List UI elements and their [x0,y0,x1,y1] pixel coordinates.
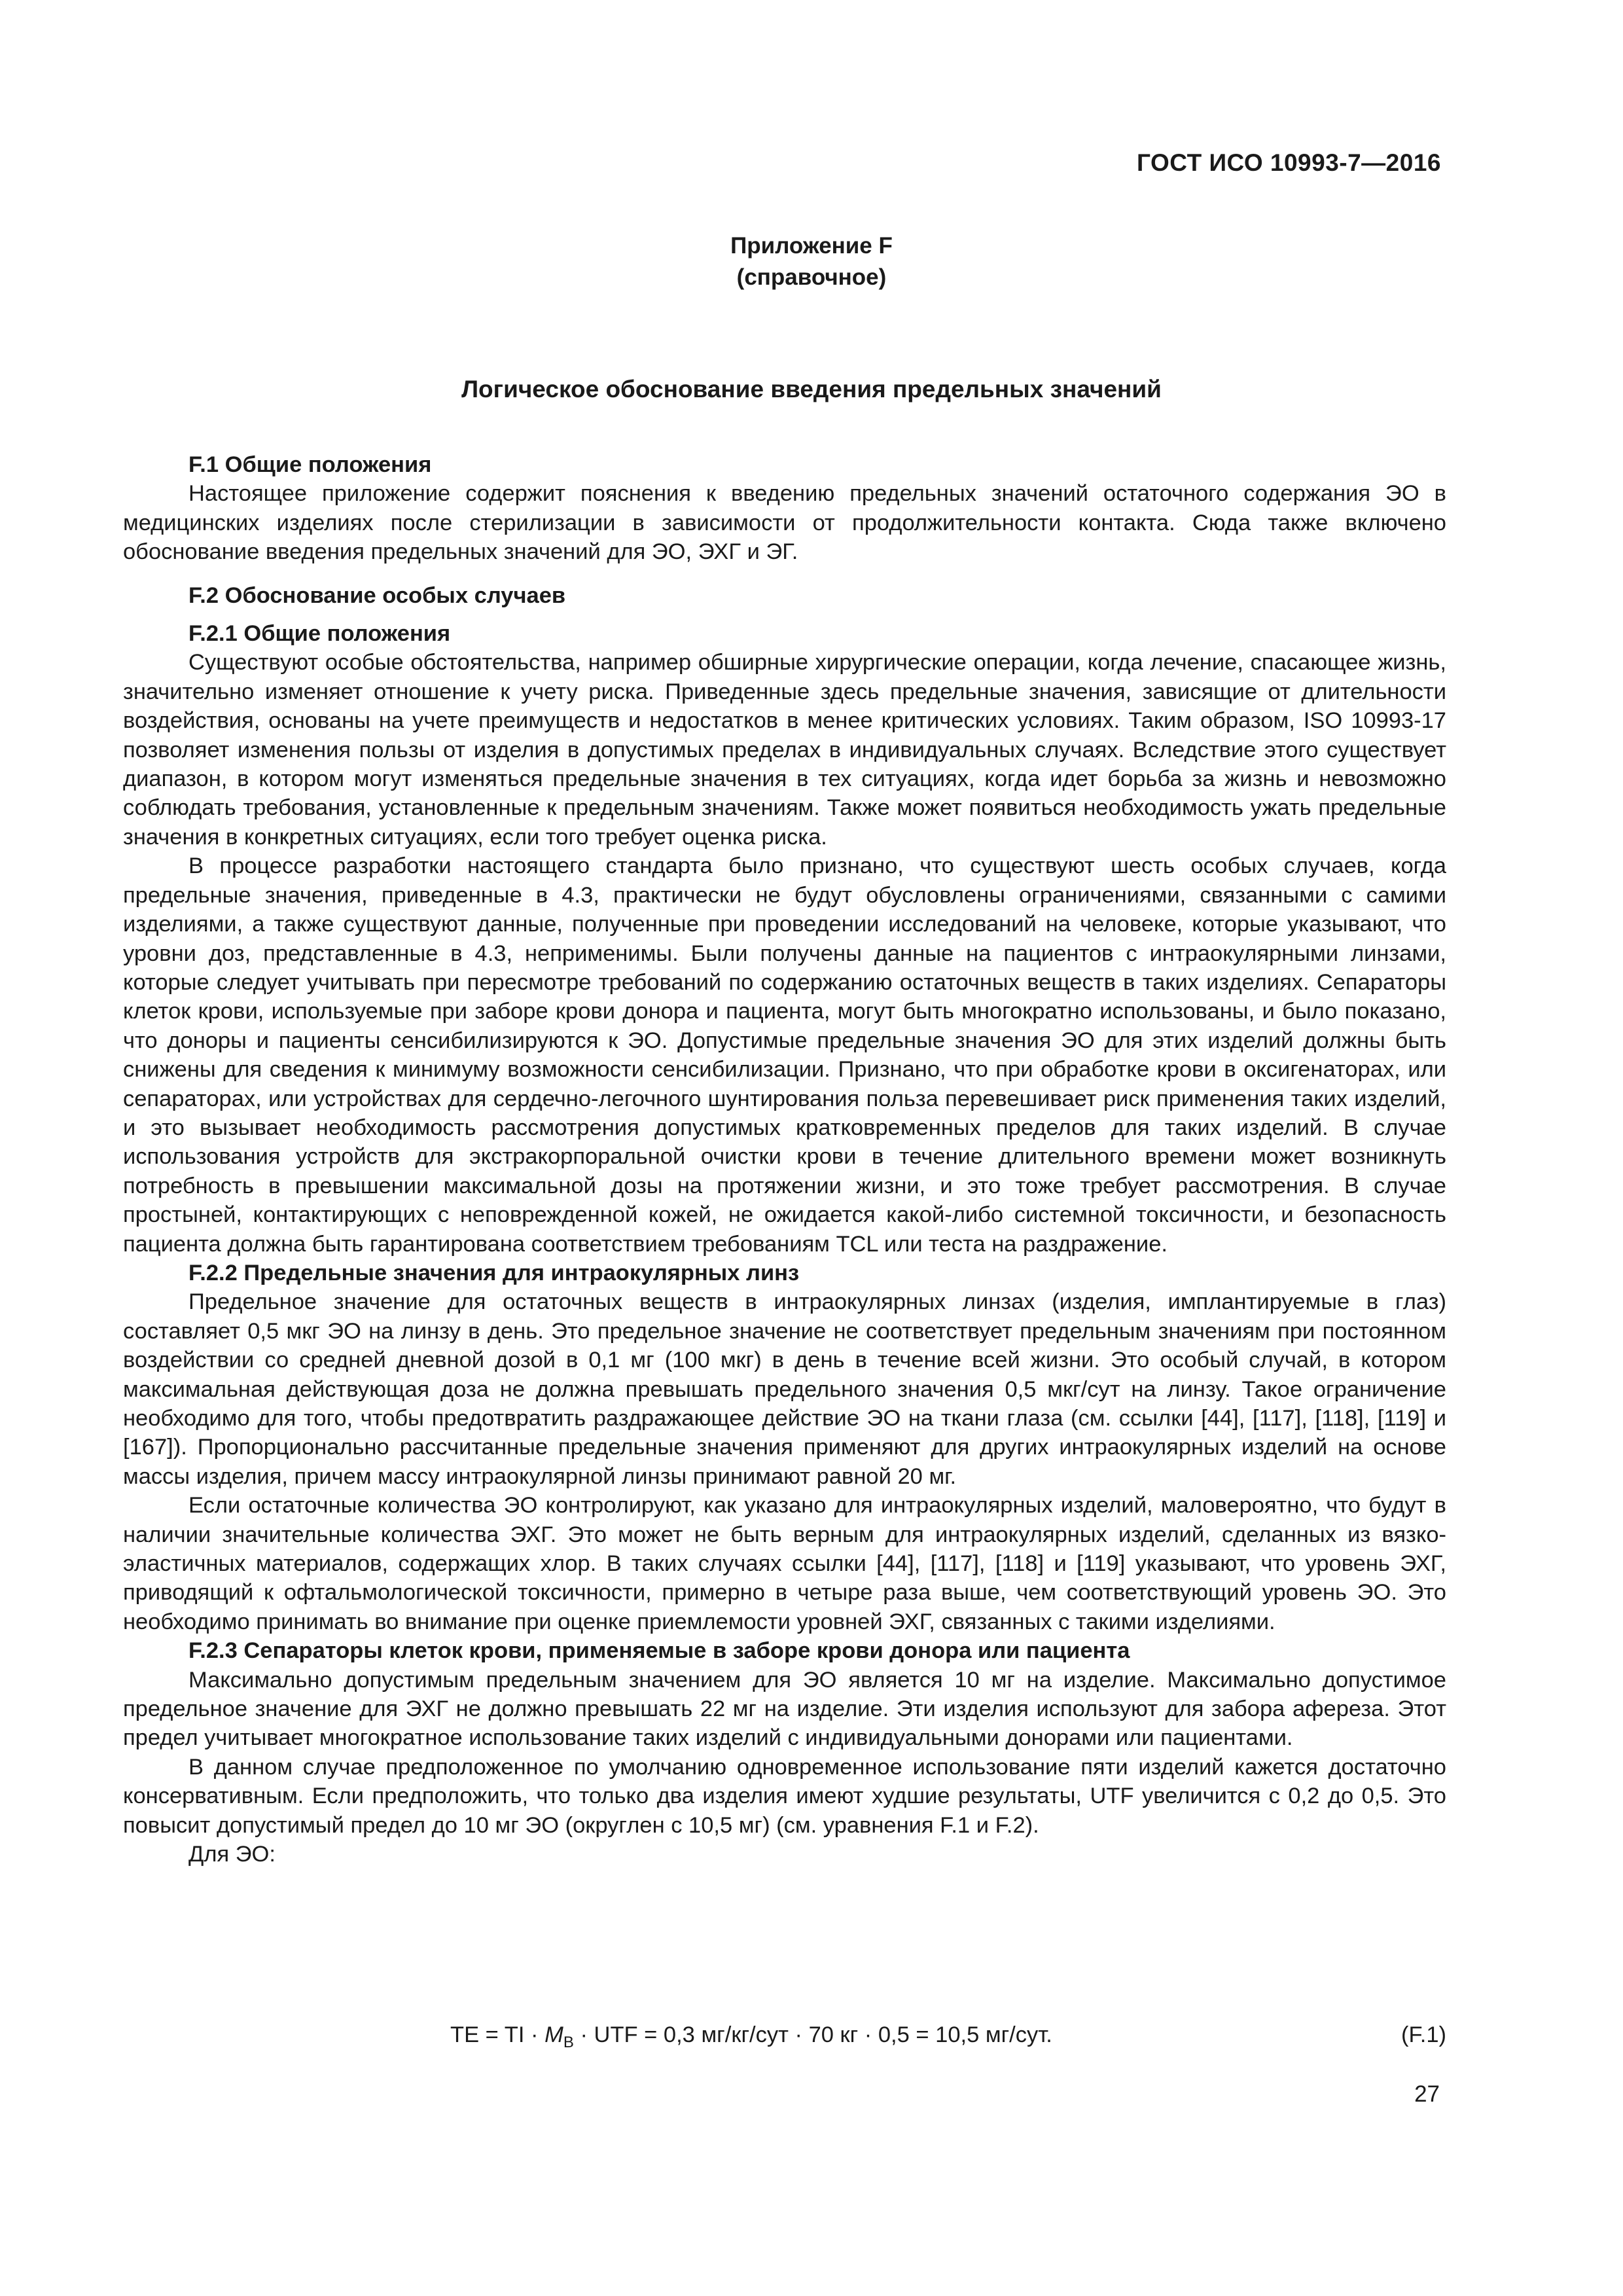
equation-expression [450,2022,1052,2052]
section-heading-f2: F.2 Обоснование особых случаев [188,583,566,608]
paragraph: В процессе разработки настоящего стандарта было признано, что существуют шесть особых случаев, когда предельные значения, приведенные в 4.3, практически не будут обусловлены ограничениями, связанными с самими изделиями, а также существуют данные, полученные при проведении исследований на человеке, которые указывают, что уровни доз, представленные в 4.3, неприменимы. Были получены данные на пациентов с интраокулярными линзами, которые следует учитывать при пересмотре требований по содержанию остаточных веществ в таких изделиях. Сепараторы клеток крови, используемые при заборе крови донора и пациента, могут быть многократно использованы, и было показано, что доноры и пациенты сенсибилизируются к ЭО. Допустимые предельные значения ЭО для этих изделий должны быть снижены для сведения к минимуму возможности сенсибилизации. Признано, что при обработке крови в оксигенаторах, или сепараторах, или устройствах для сердечно-легочного шунтирования польза перевешивает риск применения таких изделий, и это вызывает необходимость рассмотрения допустимых кратковременных пределов для таких изделий. В случае использования устройств для экстракорпоральной очистки крови в течение длительного времени может возникнуть потребность в превышении максимальной дозы на протяжении жизни, и это тоже требует рассмотрения. В случае простыней, контактирующих с неповрежденной кожей, не ожидается какой-либо системной токсичности, и безопасность пациента должна быть гарантирована соответствием требованиям TCL или теста на раздражение. [123,853,1446,1257]
equation-lhs: TE = TI · [450,2022,545,2047]
paragraph: Максимально допустимым предельным значением для ЭО является 10 мг на изделие. Максимально допустимое предельное значение для ЭХГ не должно превышать 22 мг на изделие. Эти изделия используют для забора афереза. Этот предел учитывает многократное использование таких изделий с индивидуальными донорами или пациентами. [123,1667,1446,1751]
paragraph: В данном случае предположенное по умолчанию одновременное использование пяти изделий кажется достаточно консервативным. Если предположить, что только два изделия имеют худшие результаты, UTF увеличится с 0,2 до 0,5. Это повысит допустимый предел до 10 мг ЭО (округлен с 10,5 мг) (см. уравнения F.1 и F.2). [123,1754,1446,1838]
appendix-heading [0,230,1623,293]
document-body [123,450,1446,1869]
paragraph: Настоящее приложение содержит пояснения к введению предельных значений остаточного содержания ЭО в медицинских изделиях после стерилизации в зависимости от продолжительности контакта. Сюда также включено обоснование введения предельных значений для ЭО, ЭХГ и ЭГ. [123,481,1446,565]
document-header: ГОСТ ИСО 10993-7—2016 [1137,149,1441,176]
appendix-subtitle: (справочное) [736,264,887,290]
paragraph: Для ЭО: [188,1842,276,1867]
appendix-title: Приложение F [730,233,893,259]
equation-rhs: · UTF = 0,3 мг/кг/сут · 70 кг · 0,5 = 10,5 мг/сут. [573,2022,1052,2047]
section-heading-f21: F.2.1 Общие положения [188,621,451,647]
section-heading-f22: F.2.2 Предельные значения для интраокулярных линз [188,1260,800,1285]
main-title: Логическое обоснование введения предельных значений [461,376,1162,403]
section-heading-f23: F.2.3 Сепараторы клеток крови, применяемые в заборе крови донора или пациента [188,1638,1130,1664]
paragraph: Если остаточные количества ЭО контролируют, как указано для интраокулярных изделий, маловероятно, что будут в наличии значительные количества ЭХГ. Это может не быть верным для интраокулярных изделий, сделанных из вязко-эластичных материалов, содержащих хлор. В таких случаях ссылки [44], [117], [118] и [119] указывают, что уровень ЭХГ, приводящий к офтальмологической токсичности, примерно в четыре раза выше, чем соответствующий уровень ЭО. Это необходимо принимать во внимание при оценке приемлемости уровней ЭХГ, связанных с такими изделиями. [123,1493,1446,1634]
equation-number: (F.1) [1401,2022,1446,2047]
paragraph: Существуют особые обстоятельства, например обширные хирургические операции, когда лечение, спасающее жизнь, значительно изменяет отношение к учету риска. Приведенные здесь предельные значения, зависящие от длительности воздействия, основаны на учете преимуществ и недостатков в менее критических условиях. Таким образом, ISO 10993-17 позволяет изменения пользы от изделия в допустимых пределах в индивидуальных случаях. Вследствие этого существует диапазон, в котором могут изменяться предельные значения в тех ситуациях, когда идет борьба за жизнь и невозможно соблюдать требования, установленные к предельным значениям. Также может появиться необходимость ужать предельные значения в конкретных ситуациях, если того требует оценка риска. [123,650,1446,850]
page-number: 27 [1414,2081,1440,2107]
section-heading-f1: F.1 Общие положения [188,452,432,477]
equation-variable: M [544,2022,563,2047]
paragraph: Предельное значение для остаточных веществ в интраокулярных линзах (изделия, имплантируемые в глаз) составляет 0,5 мкг ЭО на линзу в день. Это предельное значение не соответствует предельным значениям при постоянном воздействии со средней дневной дозой в 0,1 мг (100 мкг) в день в течение всей жизни. Это особый случай, в котором максимальная действующая доза не должна превышать предельного значения 0,5 мкг/сут на линзу. Такое ограничение необходимо для того, чтобы предотвратить раздражающее действие ЭО на ткани глаза (см. ссылки [44], [117], [118], [119] и [167]). Пропорционально рассчитанные предельные значения применяют для других интраокулярных изделий на основе массы изделия, причем массу интраокулярной линзы принимают равной 20 мг. [123,1289,1446,1489]
equation-f1 [123,2022,1446,2055]
equation-subscript: B [563,2034,574,2051]
